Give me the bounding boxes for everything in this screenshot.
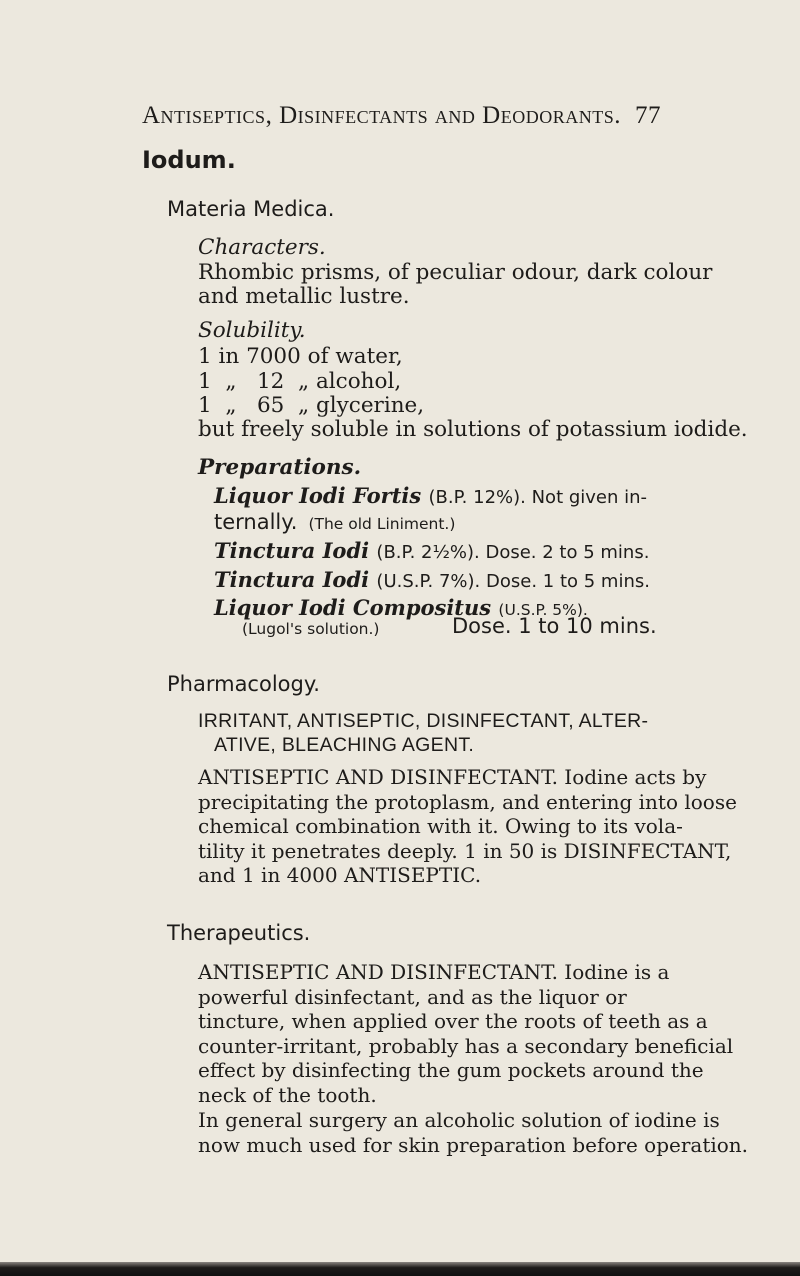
page-number: 77 [635,102,661,129]
page-title: Iodum. [142,146,236,174]
paragraph-line: tility it penetrates deeply. 1 in 50 is DISINFECTANT, [198,838,732,863]
preparation-detail: (U.S.P. 5%). [498,601,588,619]
running-header [142,102,782,130]
preparation-dose: Dose. 1 to 10 mins. [452,614,657,638]
paragraph-line: counter-irritant, probably has a secondary beneficial [198,1033,734,1058]
preparation-name: Liquor Iodi Fortis [214,483,422,508]
paragraph-line: tincture, when applied over the roots of teeth as a [198,1009,708,1034]
pharmacology-actions: ATIVE, BLEACHING AGENT. [214,734,475,756]
characters-line-1: Rhombic prisms, of peculiar odour, dark colour [198,260,713,285]
preparation-detail: (B.P. 12%). Not given in- [428,487,648,508]
paragraph-line: ANTISEPTIC AND DISINFECTANT. Iodine acts by [198,765,707,789]
paragraph-line: effect by disinfecting the gum pockets around the [198,1058,704,1083]
paragraph-line: and 1 in 4000 ANTISEPTIC. [198,863,482,887]
characters-heading: Characters. [198,235,326,260]
preparation-1-continued [214,510,455,534]
paragraph-line: now much used for skin preparation before operation. [198,1132,749,1157]
preparation-continuation: ternally. [214,510,298,534]
paragraph-line: chemical combination with it. Owing to its vola- [198,814,683,838]
paragraph-line: ANTISEPTIC AND DISINFECTANT. Iodine is a [198,960,670,984]
therapeutics-heading: Therapeutics. [167,921,311,945]
running-title: Antiseptics, Disinfectants and Deodorants. [142,102,621,129]
solubility-row: 1 in 7000 of water, [198,344,403,369]
paragraph-line: powerful disinfectant, and as the liquor or [198,984,627,1009]
preparations-heading: Preparations. [198,455,362,480]
solubility-note: but freely soluble in solutions of potassium iodide. [198,417,748,442]
preparation-note: (The old Liniment.) [308,515,456,533]
preparation-detail: (U.S.P. 7%). Dose. 1 to 5 mins. [376,571,650,592]
paragraph-line: neck of the tooth. [198,1082,377,1107]
paragraph-line: precipitating the protoplasm, and entering into loose [198,789,737,814]
solubility-row: 1 „ 12 „ alcohol, [198,369,402,394]
preparation-1 [214,483,647,508]
pharmacology-paragraph [198,765,737,888]
preparation-3 [214,567,650,592]
preparation-name: Tinctura Iodi [214,567,370,592]
materia-medica-heading: Materia Medica. [167,197,335,221]
preparation-name: Tinctura Iodi [214,538,370,563]
paragraph-line: In general surgery an alcoholic solution of iodine is [198,1108,720,1132]
pharmacology-actions: IRRITANT, ANTISEPTIC, DISINFECTANT, ALTER- [198,710,649,732]
pharmacology-heading: Pharmacology. [167,672,320,696]
preparation-detail: (B.P. 2½%). Dose. 2 to 5 mins. [376,542,650,563]
therapeutics-paragraph-2 [198,1108,748,1157]
page-edge-shadow [0,1262,800,1276]
therapeutics-paragraph [198,960,733,1108]
solubility-row: 1 „ 65 „ glycerine, [198,393,425,418]
preparation-name: Liquor Iodi Compositus [214,595,492,620]
preparation-2 [214,538,649,563]
solubility-heading: Solubility. [198,318,306,343]
characters-line-2: and metallic lustre. [198,284,410,309]
preparation-note: (Lugol's solution.) [242,620,380,638]
